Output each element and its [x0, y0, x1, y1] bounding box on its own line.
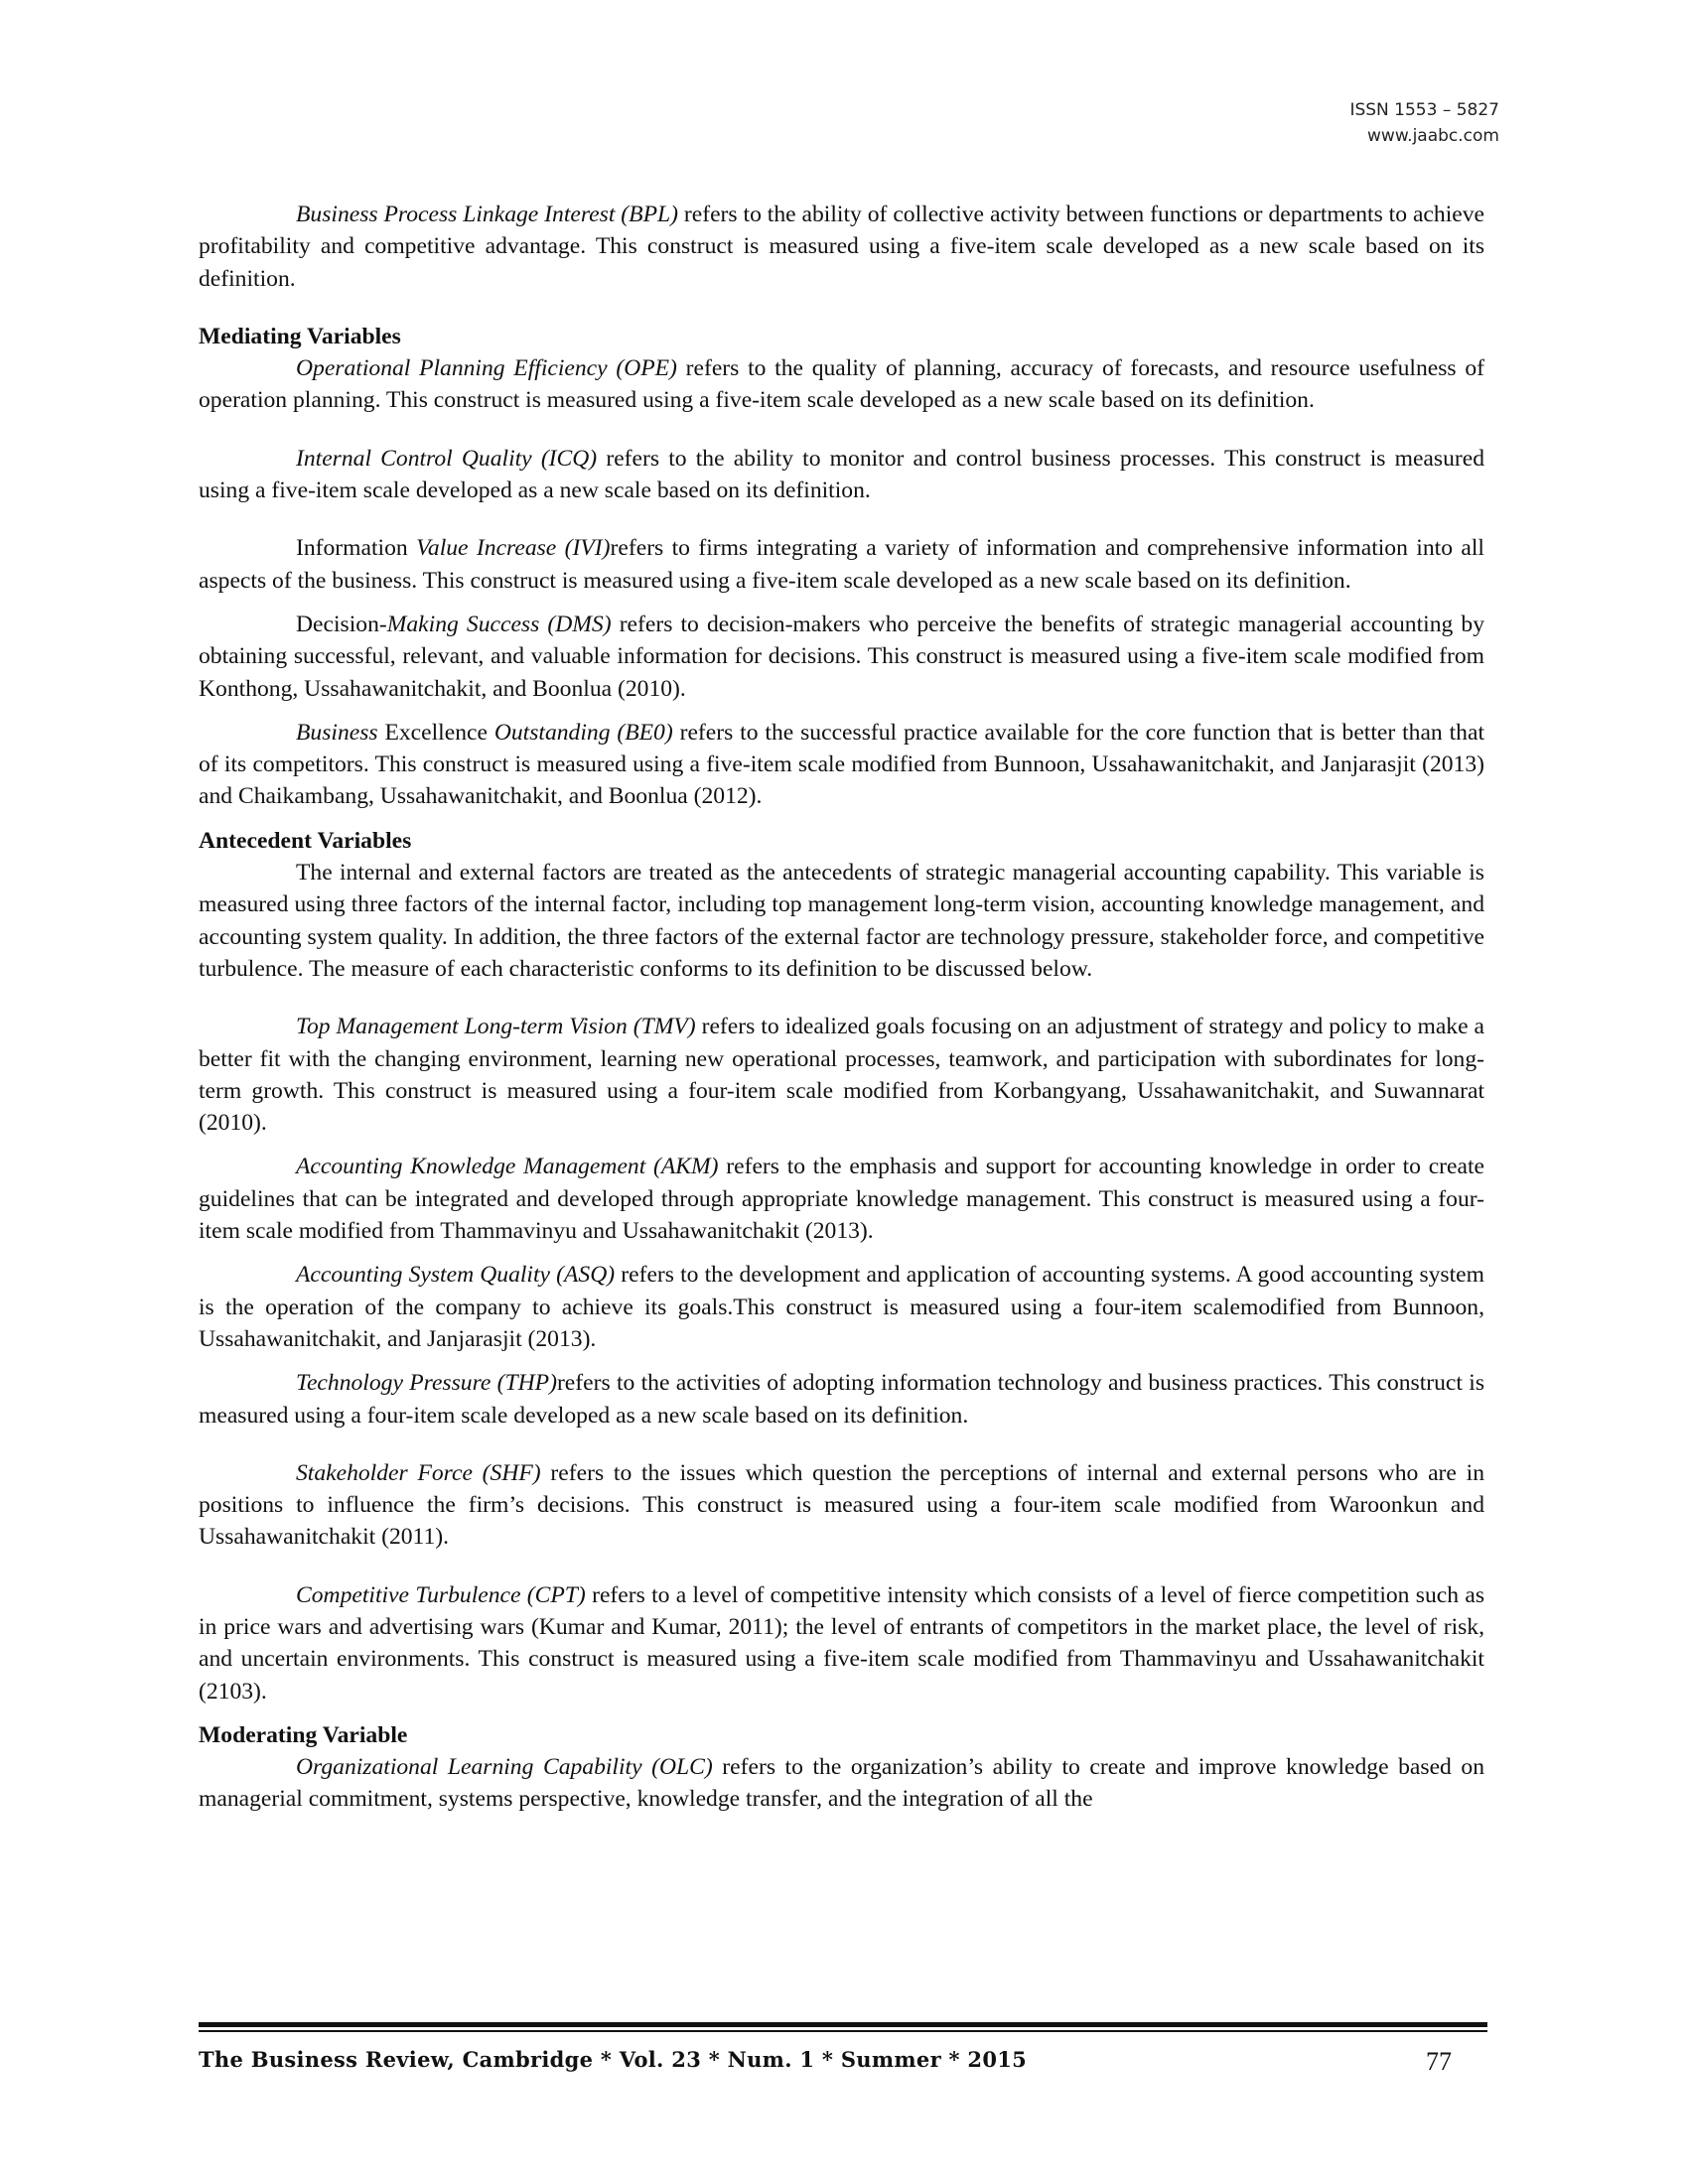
term-tmv: Top Management Long-term Vision (TMV)	[296, 1014, 696, 1040]
paragraph-icq-text: refers to the ability to monitor and control business processes. This construct is measured using a five-item scale developed as a new scale based on its definition.	[199, 445, 1484, 504]
term-shf: Stakeholder Force (SHF)	[296, 1459, 541, 1486]
page-number: 77	[1426, 2047, 1452, 2076]
paragraph-akm	[199, 1151, 1484, 1247]
term-cpt: Competitive Turbulence (CPT)	[296, 1581, 586, 1608]
paragraph-ope	[199, 352, 1484, 417]
paragraph-tmv	[199, 1011, 1484, 1139]
paragraph-beo-text: refers to the successful practice available for the core function that is better than that of its competitors. This construct is measured using a five-item scale modified from Bunnoon, Ussahawanitchakit, and Janjarasjit (2013) and Chaikambang, Ussahawanitchakit, and Boonlua (2012).	[199, 719, 1484, 810]
term-bpl: Business Process Linkage Interest (BPL)	[296, 202, 678, 227]
term-ope: Operational Planning Efficiency (OPE)	[296, 355, 677, 382]
page-header	[1349, 97, 1499, 149]
paragraph-bpl	[199, 199, 1484, 295]
paragraph-dms	[199, 609, 1484, 705]
paragraph-olc	[199, 1751, 1484, 1816]
paragraph-ivi-text: refers to firms integrating a variety of information and comprehensive information into all aspects of the business. This construct is measured using a five-item scale developed as a new scale based on its definition.	[199, 535, 1484, 594]
footer-rule-thick	[199, 2022, 1487, 2027]
issn-label: ISSN 1553 – 5827	[1349, 100, 1499, 120]
paragraph-shf-text: refers to the issues which question the perceptions of internal and external persons who are in positions to influence the firm’s decisions. This construct is measured using a four-item scale modified from Waroonkun and Ussahawanitchakit (2011).	[199, 1459, 1484, 1551]
term-thp: Technology Pressure (THP)	[296, 1370, 557, 1397]
heading-moderating-variable: Moderating Variable	[199, 1721, 408, 1748]
journal-website: www.jaabc.com	[1367, 126, 1499, 146]
term-beo-part1: Business	[296, 719, 378, 746]
paragraph-asq	[199, 1259, 1484, 1355]
paragraph-olc-text: refers to the organization’s ability to create and improve knowledge based on managerial commitment, systems perspective, knowledge transfer, and the integration of all the	[199, 1754, 1484, 1813]
paragraph-antecedent-intro: The internal and external factors are treated as the antecedents of strategic managerial accounting capability. This variable is measured using three factors of the internal factor, including top management long-term vision, accounting knowledge management, and accounting system quality. In addition, the three factors of the external factor are technology pressure, stakeholder force, and competitive turbulence. The measure of each characteristic conforms to its definition to be discussed below.	[199, 860, 1484, 982]
paragraph-thp	[199, 1367, 1484, 1432]
heading-antecedent-variables: Antecedent Variables	[199, 827, 412, 854]
paragraph-cpt	[199, 1579, 1484, 1707]
page-footer	[199, 2047, 1487, 2076]
term-olc: Organizational Learning Capability (OLC)	[296, 1754, 713, 1781]
paragraph-shf	[199, 1457, 1484, 1554]
heading-mediating-variables: Mediating Variables	[199, 323, 401, 349]
paragraph-thp-text: refers to the activities of adopting information technology and business practices. This construct is measured using a four-item scale developed as a new scale based on its definition.	[199, 1370, 1484, 1429]
paragraph-icq	[199, 443, 1484, 507]
term-dms: Making Success (DMS)	[386, 611, 612, 637]
term-ivi: Value Increase (IVI)	[416, 535, 611, 562]
body-content	[199, 199, 1484, 1816]
paragraph-tmv-text: refers to idealized goals focusing on an adjustment of strategy and policy to make a better fit with the changing environment, learning new operational processes, teamwork, and participation with subordinates for long-term growth. This construct is measured using a four-item scale modified from Korbangyang, Ussahawanitchakit, and Suwannarat (2010).	[199, 1014, 1484, 1137]
paragraph-bpl-text: refers to the ability of collective activity between functions or departments to achieve profitability and competitive advantage. This construct is measured using a five-item scale developed as a new scale based on its definition.	[199, 202, 1484, 292]
paragraph-beo-middle: Excellence	[377, 719, 494, 746]
paragraph-dms-text: refers to decision-makers who perceive the benefits of strategic managerial accounting by obtaining successful, relevant, and valuable information for decisions. This construct is measured using a five-item scale modified from Konthong, Ussahawanitchakit, and Boonlua (2010).	[199, 611, 1484, 702]
term-asq: Accounting System Quality (ASQ)	[296, 1262, 616, 1289]
paragraph-ope-text: refers to the quality of planning, accuracy of forecasts, and resource usefulness of operation planning. This construct is measured using a five-item scale developed as a new scale based on its definition.	[199, 355, 1484, 414]
footer-journal-citation: The Business Review, Cambridge * Vol. 23 * Num. 1 * Summer * 2015	[199, 2047, 1028, 2072]
term-beo-part2: Outstanding (BE0)	[493, 719, 673, 746]
paragraph-ivi	[199, 532, 1484, 597]
term-akm: Accounting Knowledge Management (AKM)	[296, 1154, 719, 1180]
paragraph-ivi-prefix: Information	[296, 535, 417, 562]
paragraph-asq-text: refers to the development and application of accounting systems. A good accounting system is the operation of the company to achieve its goals.This construct is measured using a four-item scalemodified from Bunnoon, Ussahawanitchakit, and Janjarasjit (2013).	[199, 1262, 1484, 1352]
paragraph-akm-text: refers to the emphasis and support for accounting knowledge in order to create guidelines that can be integrated and developed through appropriate knowledge management. This construct is measured using a four-item scale modified from Thammavinyu and Ussahawanitchakit (2013).	[199, 1154, 1484, 1245]
paragraph-dms-prefix: Decision-	[296, 611, 387, 637]
paragraph-beo	[199, 717, 1484, 813]
footer-rule-thin	[199, 2030, 1487, 2032]
paragraph-cpt-text: refers to a level of competitive intensity which consists of a level of fierce competition such as in price wars and advertising wars (Kumar and Kumar, 2011); the level of entrants of competitors in the market place, the level of risk, and uncertain environments. This construct is measured using a five-item scale modified from Thammavinyu and Ussahawanitchakit (2103).	[199, 1581, 1485, 1705]
term-icq: Internal Control Quality (ICQ)	[296, 445, 598, 472]
